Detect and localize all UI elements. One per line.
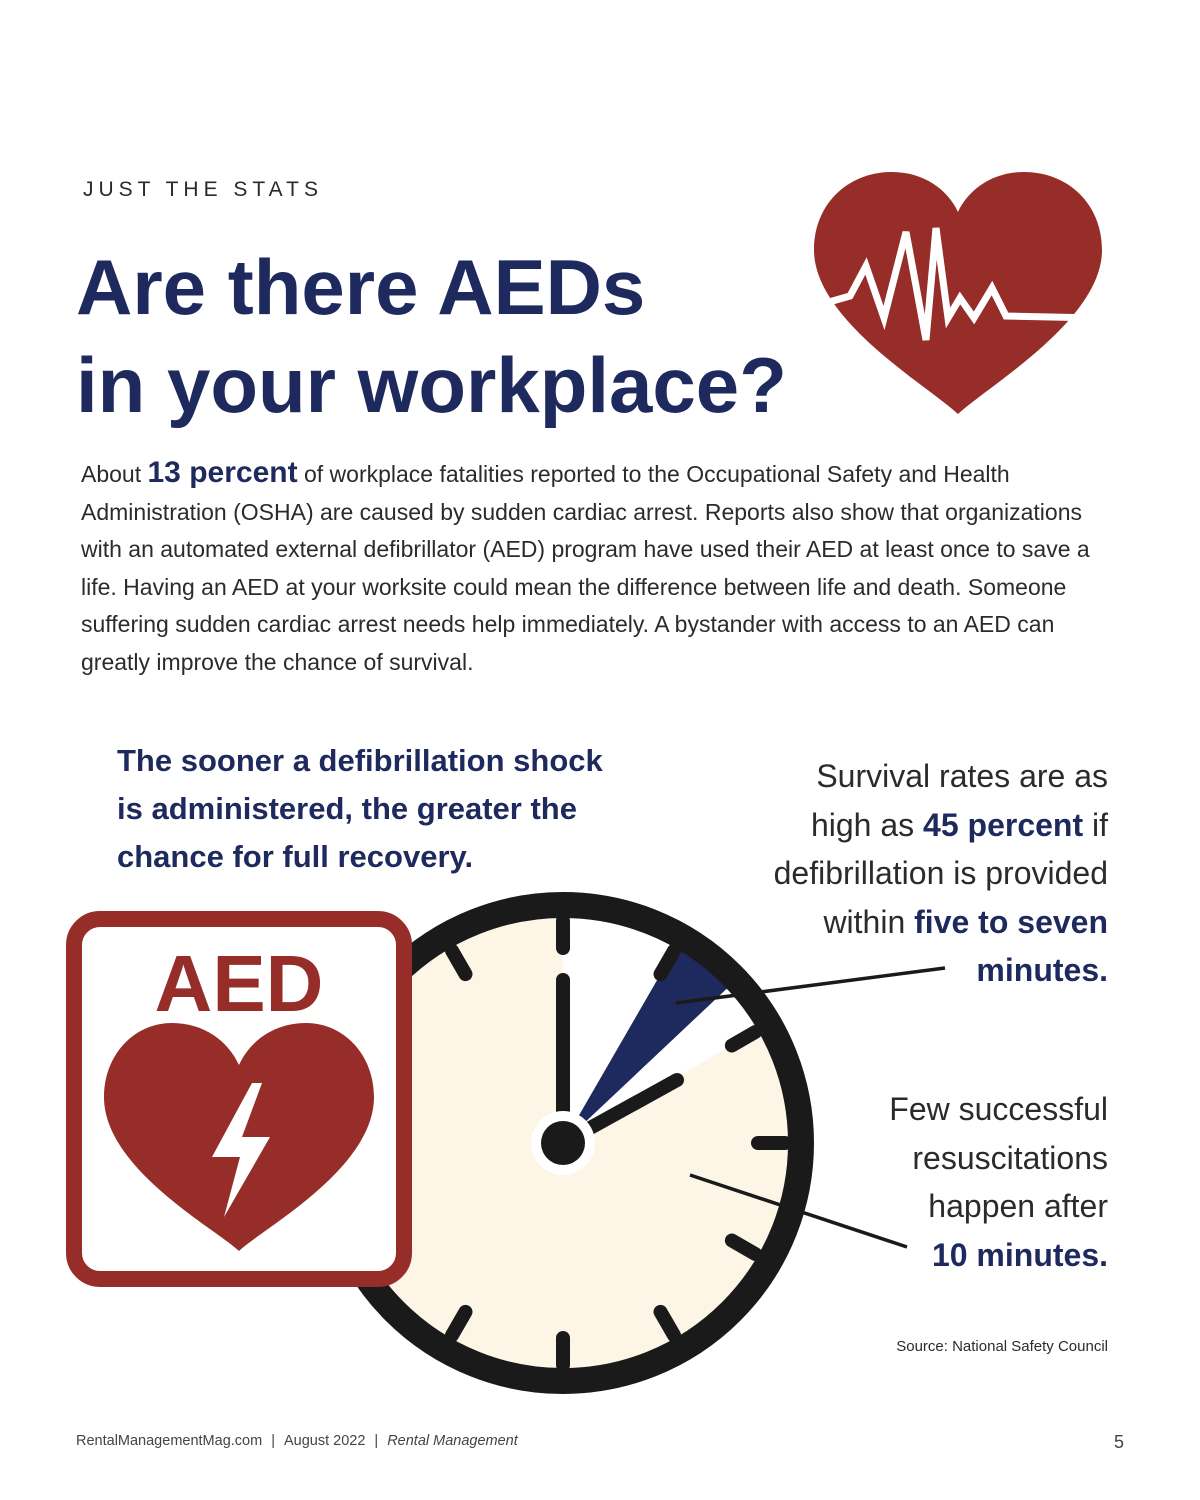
page-number: 5 bbox=[1113, 1432, 1124, 1452]
survival-highlight-time: five to seven bbox=[914, 903, 1108, 940]
intro-paragraph bbox=[81, 454, 1121, 682]
footer-date: August 2022 bbox=[283, 1433, 366, 1449]
resuscitation-line-2: resuscitations bbox=[912, 1139, 1108, 1176]
footer-site: RentalManagementMag.com bbox=[76, 1433, 263, 1449]
resuscitation-line-1: Few successful bbox=[889, 1091, 1108, 1127]
survival-line-2-pre: high as bbox=[810, 806, 924, 843]
survival-highlight-minutes: minutes. bbox=[976, 952, 1108, 988]
resuscitation-highlight: 10 minutes. bbox=[931, 1236, 1108, 1273]
footer-separator: | bbox=[374, 1433, 379, 1449]
survival-line-1: Survival rates are as bbox=[816, 758, 1108, 794]
resuscitation-line-3: happen after bbox=[928, 1188, 1108, 1224]
intro-lead: About bbox=[81, 461, 148, 487]
callout-line-1: The sooner a defibrillation shock bbox=[117, 743, 603, 778]
intro-body: of workplace fatalities reported to the Occupational Safety and Health Administration (OSHA) are caused by sudden cardiac arrest. Reports also show that organizations with an automated external defibrillator (AED) program have used their AED at least once to save a life. Having an AED at your worksite could mean the difference between life and death. Someone suffering sudden cardiac arrest needs help immediately. A bystander with access to an AED can greatly improve the chance of survival. bbox=[81, 461, 1090, 675]
recovery-callout bbox=[117, 737, 677, 881]
callout-line-3: chance for full recovery. bbox=[117, 839, 474, 874]
page-title bbox=[76, 238, 836, 434]
survival-stat bbox=[688, 752, 1108, 995]
heart-ecg-icon bbox=[808, 168, 1108, 420]
aed-sign bbox=[66, 911, 412, 1287]
title-line-2: in your workplace? bbox=[76, 341, 787, 429]
survival-highlight-percent: 45 percent bbox=[923, 806, 1084, 843]
footer-separator: | bbox=[271, 1433, 275, 1449]
survival-line-4-pre: within bbox=[823, 903, 915, 940]
survival-line-2-post: if bbox=[1083, 806, 1108, 843]
resuscitation-stat bbox=[808, 1085, 1108, 1279]
callout-line-2: is administered, the greater the bbox=[117, 791, 577, 826]
footer-publication: Rental Management bbox=[387, 1433, 518, 1449]
aed-label: AED bbox=[154, 939, 324, 1028]
intro-highlight: 13 percent bbox=[147, 456, 298, 489]
survival-line-3: defibrillation is provided bbox=[773, 855, 1108, 891]
section-label: JUST THE STATS bbox=[83, 178, 323, 201]
source-note: Source: National Safety Council bbox=[896, 1338, 1108, 1355]
page-footer bbox=[76, 1433, 518, 1449]
title-line-1: Are there AEDs bbox=[76, 243, 646, 331]
